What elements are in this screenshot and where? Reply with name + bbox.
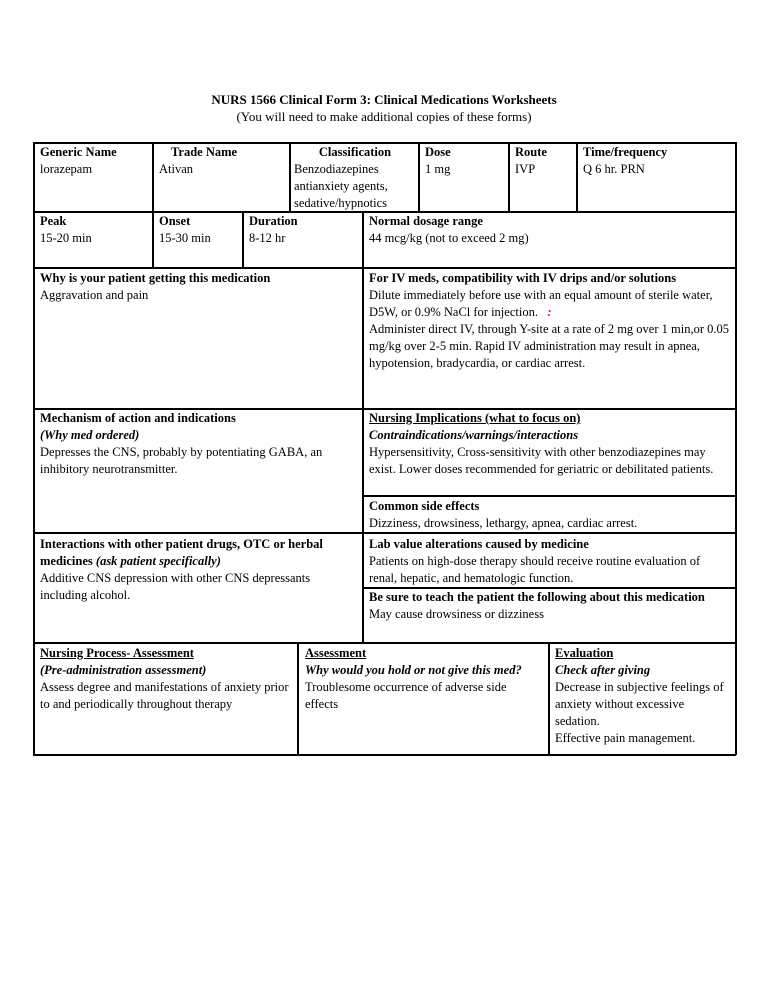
iv-marker: : <box>547 305 552 319</box>
side-effects-cell <box>363 497 735 532</box>
classification-label: Classification <box>318 145 392 159</box>
frequency-value: Q 6 hr. PRN <box>583 162 645 176</box>
iv-compatibility-text-2: Administer direct IV, through Y-site at a rate of 2 mg over 1 min,or 0.05 mg/kg over 2-5 min. Rapid IV administration may result in apnea, hypotension, bradycardia, or cardiac arrest. <box>369 322 729 370</box>
route-cell <box>509 143 576 211</box>
nursing-process-sublabel: (Pre-administration assessment) <box>40 663 207 677</box>
duration-value: 8-12 hr <box>249 231 286 245</box>
iv-compatibility-label: For IV meds, compatibility with IV drips and/or solutions <box>369 271 677 285</box>
page-subtitle: (You will need to make additional copies of these forms) <box>236 109 532 124</box>
nursing-process-cell <box>34 644 297 754</box>
table-border-bottom <box>33 754 736 756</box>
nursing-implications-label: Nursing Implications (what to focus on) <box>369 411 581 425</box>
peak-cell <box>34 212 152 267</box>
peak-label: Peak <box>40 214 67 228</box>
evaluation-cell <box>549 644 735 754</box>
normal-dosage-label: Normal dosage range <box>369 214 483 228</box>
lab-values-cell <box>363 535 735 587</box>
contraindications-value: Hypersensitivity, Cross-sensitivity with other benzodiazepines may exist. Lower doses recommended for geriatric or debilitated patients. <box>369 445 714 476</box>
normal-dosage-cell <box>363 212 735 267</box>
assessment-label: Assessment <box>305 646 367 660</box>
mechanism-label: Mechanism of action and indications <box>40 411 236 425</box>
assessment-cell <box>299 644 548 754</box>
evaluation-value-1: Decrease in subjective feelings of anxiety without excessive sedation. <box>555 680 724 728</box>
contraindications-label: Contraindications/warnings/interactions <box>369 428 579 442</box>
interactions-label-bold: Interactions with other patient drugs, OTC or herbal medicines <box>40 537 323 568</box>
interactions-value: Additive CNS depression with other CNS depressants including alcohol. <box>40 571 311 602</box>
interactions-label-italic: (ask patient specifically) <box>95 554 221 568</box>
row-divider-4 <box>33 532 736 534</box>
iv-compatibility-text-1 <box>369 287 729 321</box>
generic-name-value: lorazepam <box>40 162 93 176</box>
duration-label: Duration <box>249 214 298 228</box>
dose-value: 1 mg <box>425 162 451 176</box>
classification-value: Benzodiazepines antianxiety agents, sedative/hypnotics <box>294 162 388 210</box>
route-value: IVP <box>515 162 536 176</box>
iv-dilution-text: Dilute immediately before use with an equal amount of sterile water, D5W, or 0.9% NaCl for injection. <box>369 288 713 319</box>
trade-name-label: Trade Name <box>171 145 238 159</box>
table-border-right <box>735 142 737 755</box>
mechanism-sublabel: (Why med ordered) <box>40 428 140 442</box>
duration-cell <box>243 212 362 267</box>
frequency-cell <box>577 143 735 211</box>
nursing-process-label: Nursing Process- Assessment <box>40 646 194 660</box>
route-label: Route <box>515 145 547 159</box>
generic-name-cell <box>34 143 152 211</box>
frequency-label: Time/frequency <box>583 145 668 159</box>
iv-compatibility-cell <box>363 269 735 408</box>
onset-label: Onset <box>159 214 191 228</box>
onset-cell <box>153 212 242 267</box>
peak-value: 15-20 min <box>40 231 92 245</box>
onset-value: 15-30 min <box>159 231 211 245</box>
classification-cell <box>290 143 418 211</box>
side-effects-label: Common side effects <box>369 499 480 513</box>
mechanism-cell <box>34 409 362 532</box>
teach-patient-label: Be sure to teach the patient the following about this medication <box>369 590 705 604</box>
teach-patient-value: May cause drowsiness or dizziness <box>369 607 544 621</box>
evaluation-label: Evaluation <box>555 646 614 660</box>
dose-cell <box>419 143 508 211</box>
lab-values-value: Patients on high-dose therapy should receive routine evaluation of renal, hepatic, and hematologic function. <box>369 554 701 585</box>
page-title: NURS 1566 Clinical Form 3: Clinical Medications Worksheets <box>211 92 557 107</box>
dose-label: Dose <box>425 145 451 159</box>
generic-name-label: Generic Name <box>40 145 117 159</box>
nursing-implications-cell <box>363 409 735 495</box>
teach-patient-cell <box>363 588 735 642</box>
mechanism-value: Depresses the CNS, probably by potentiating GABA, an inhibitory neurotransmitter. <box>40 445 323 476</box>
why-medication-value: Aggravation and pain <box>40 288 149 302</box>
trade-name-cell <box>153 143 289 211</box>
interactions-label <box>40 536 356 570</box>
nursing-process-value: Assess degree and manifestations of anxiety prior to and periodically throughout therapy <box>40 680 289 711</box>
evaluation-sublabel: Check after giving <box>555 663 651 677</box>
trade-name-value: Ativan <box>159 162 194 176</box>
side-effects-value: Dizziness, drowsiness, lethargy, apnea, cardiac arrest. <box>369 516 638 530</box>
assessment-value: Troublesome occurrence of adverse side effects <box>305 680 507 711</box>
why-medication-label: Why is your patient getting this medication <box>40 271 271 285</box>
normal-dosage-value: 44 mcg/kg (not to exceed 2 mg) <box>369 231 529 245</box>
why-medication-cell <box>34 269 362 408</box>
interactions-cell <box>34 535 362 642</box>
evaluation-value-2: Effective pain management. <box>555 731 696 745</box>
assessment-sublabel: Why would you hold or not give this med? <box>305 663 522 677</box>
lab-values-label: Lab value alterations caused by medicine <box>369 537 589 551</box>
